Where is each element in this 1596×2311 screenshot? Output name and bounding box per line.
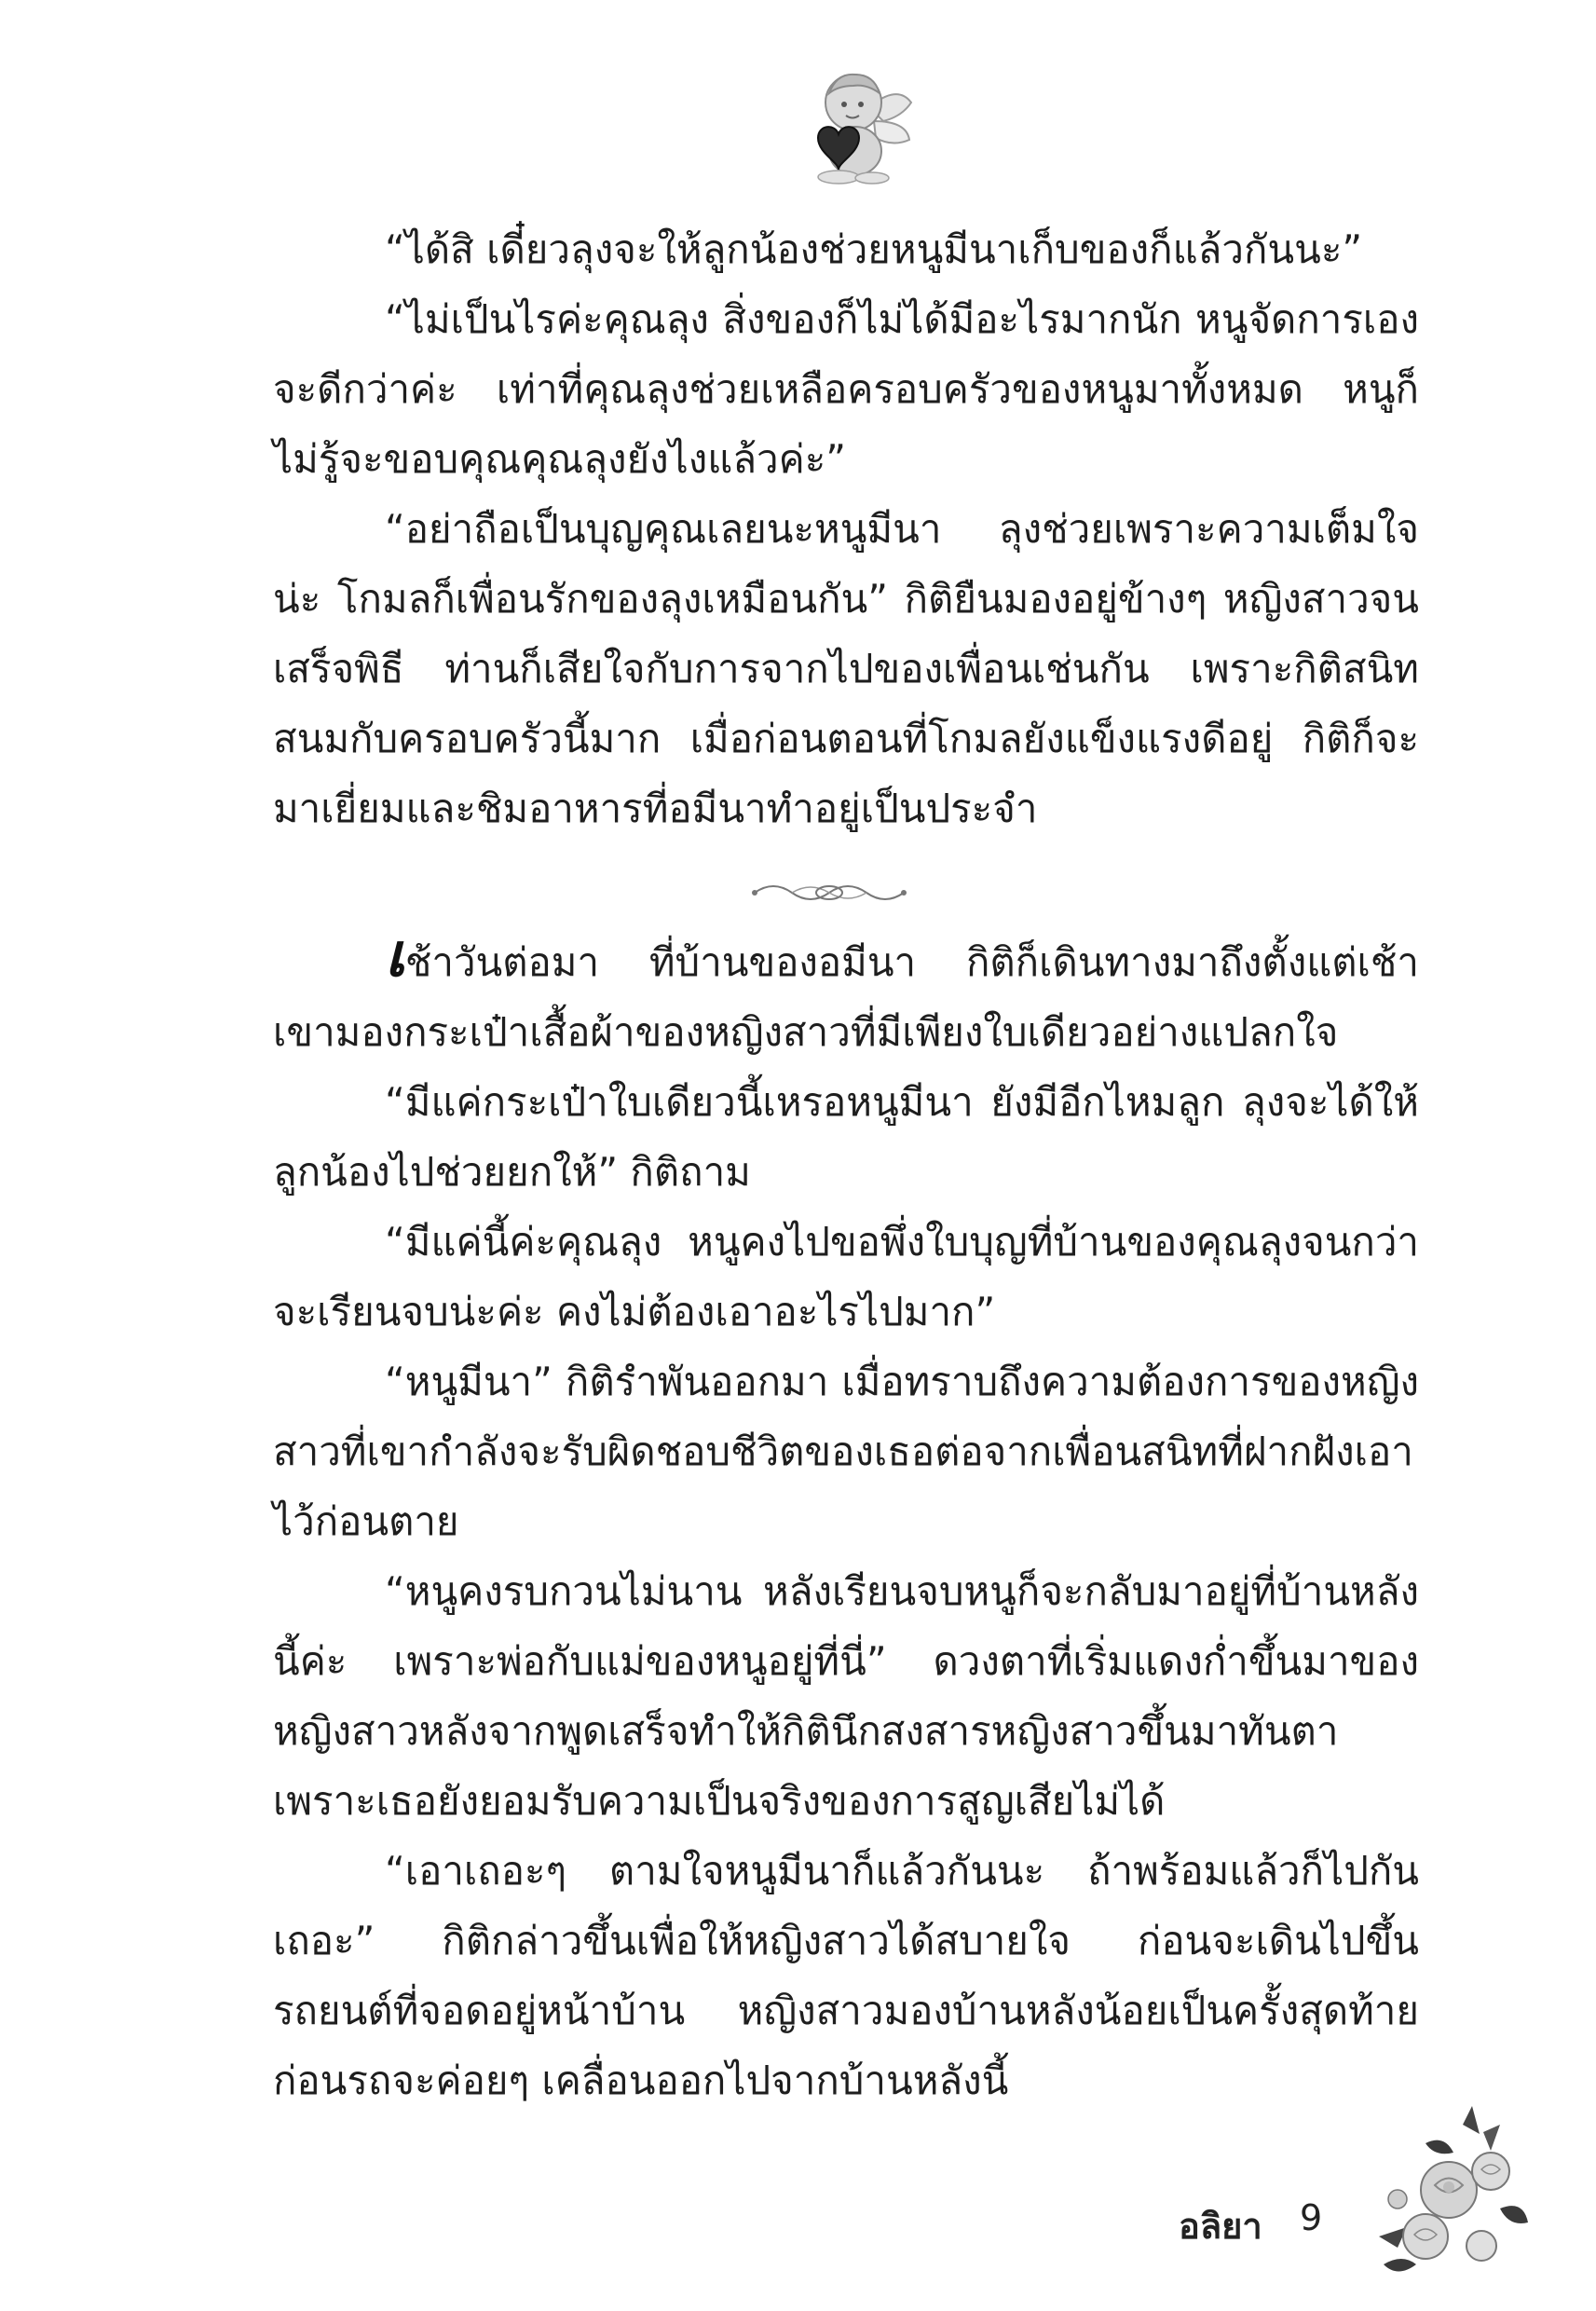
text-section-1 (273, 214, 1419, 843)
rose-bouquet-icon (1360, 2097, 1537, 2283)
text-section-2 (273, 921, 1419, 2115)
page-number: 9 (1300, 2197, 1323, 2238)
paragraph: “หนูมีนา” กิติรำพันออกมา เมื่อทราบถึงความต้องการของหญิงสาวที่เขากำลังจะรับผิดชอบชีวิตของเธอต่อจากเพื่อนสนิทที่ฝากฝังเอาไว้ก่อนตาย (273, 1359, 1419, 1544)
running-footer-title: อลิยา (1179, 2206, 1262, 2247)
paragraph-text: ช้าวันต่อมา ที่บ้านของอมีนา กิติก็เดินทางมาถึงตั้งแต่เช้า เขามองกระเป๋าเสื้อผ้าของหญิงสาวที่มีเพียงใบเดียวอย่างแปลกใจ (273, 939, 1419, 1055)
paragraph: “หนูคงรบกวนไม่นาน หลังเรียนจบหนูก็จะกลับมาอยู่ที่บ้านหลังนี้ค่ะ เพราะพ่อกับแม่ของหนูอยู่ที่นี่” ดวงตาที่เริ่มแดงก่ำขึ้นมาของหญิงสาวหลังจากพูดเสร็จทำให้กิตินึกสงสารหญิงสาวขึ้นมาทันตา เพราะเธอยังยอมรับความเป็นจริงของการสูญเสียไม่ได้ (273, 1568, 1419, 1824)
drop-cap: เ (385, 921, 405, 991)
paragraph (273, 921, 1419, 1067)
flourish-divider-icon (745, 874, 913, 911)
paragraph: “เอาเถอะๆ ตามใจหนูมีนาก็แล้วกันนะ ถ้าพร้อมแล้วก็ไปกันเถอะ” กิติกล่าวขึ้นเพื่อให้หญิงสาวได้สบายใจ ก่อนจะเดินไปขึ้นรถยนต์ที่จอดอยู่หน้าบ้าน หญิงสาวมองบ้านหลังน้อยเป็นครั้งสุดท้ายก่อนรถจะค่อยๆ เคลื่อนออกไปจากบ้านหลังนี้ (273, 1848, 1419, 2103)
paragraph: “มีแค่นี้ค่ะคุณลุง หนูคงไปขอพึ่งใบบุญที่บ้านของคุณลุงจนกว่าจะเรียนจบน่ะค่ะ คงไม่ต้องเอาอะไรไปมาก” (273, 1219, 1419, 1334)
paragraph: “ไม่เป็นไรค่ะคุณลุง สิ่งของก็ไม่ได้มีอะไรมากนัก หนูจัดการเองจะดีกว่าค่ะ เท่าที่คุณลุงช่วยเหลือครอบครัวของหนูมาทั้งหมด หนูก็ไม่รู้จะขอบคุณคุณลุงยังไงแล้วค่ะ” (273, 296, 1419, 482)
paragraph: “ได้สิ เดี๋ยวลุงจะให้ลูกน้องช่วยหนูมีนาเก็บของก็แล้วกันนะ” (385, 226, 1363, 272)
paragraph: “มีแค่กระเป๋าใบเดียวนี้เหรอหนูมีนา ยังมีอีกไหมลูก ลุงจะได้ให้ลูกน้องไปช่วยยกให้” กิติถาม (273, 1079, 1419, 1195)
cupid-with-heart-icon (781, 65, 921, 186)
paragraph: “อย่าถือเป็นบุญคุณเลยนะหนูมีนา ลุงช่วยเพราะความเต็มใจน่ะ โกมลก็เพื่อนรักของลุงเหมือนกัน” กิติยืนมองอยู่ข้างๆ หญิงสาวจนเสร็จพิธี ท่านก็เสียใจกับการจากไปของเพื่อนเช่นกัน เพราะกิติสนิทสนมกับครอบครัวนี้มาก เมื่อก่อนตอนที่โกมลยังแข็งแรงดีอยู่ กิติก็จะมาเยี่ยมและชิมอาหารที่อมีนาทำอยู่เป็นประจำ (273, 506, 1419, 831)
